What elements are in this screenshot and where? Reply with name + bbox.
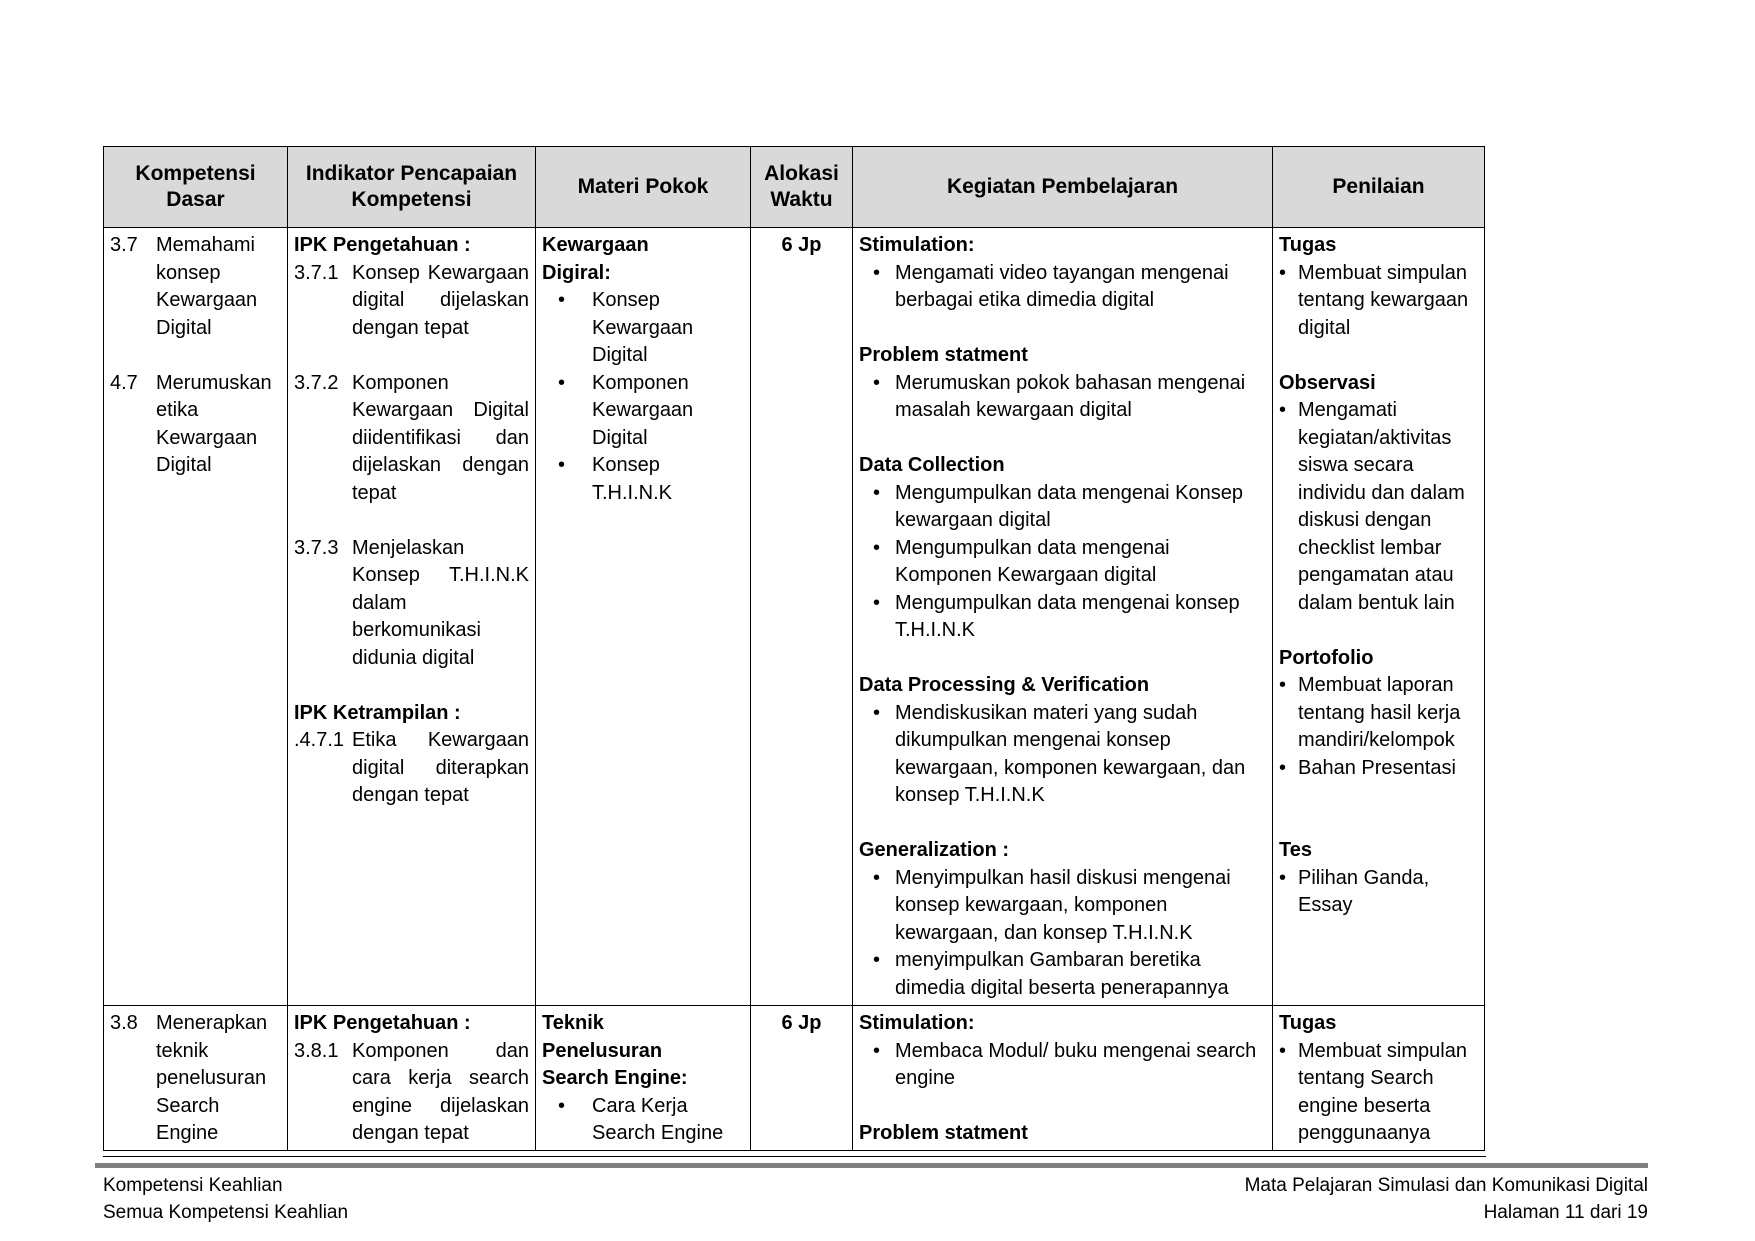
section-heading: IPK Pengetahuan : [294,234,471,256]
column-header-waktu: Alokasi Waktu [751,147,853,228]
item-text: Komponen Kewargaan Digital diidentifikasi dan dijelaskan dengan tepat [352,371,529,504]
bullet-marker: • [873,866,881,889]
bullet-item [1279,865,1478,920]
bullet-marker: • [873,261,881,284]
bullet-item [1279,260,1478,343]
bullet-marker: • [873,481,881,504]
bullet-text: Bahan Presentasi [1298,756,1456,779]
section-heading: Observasi [1279,371,1376,394]
syllabus-table-container [103,146,1486,1157]
bullet-text: Mengumpulkan data mengenai Komponen Kewargaan digital [895,536,1170,586]
table-header-row [104,147,1485,228]
bullet-text: Menyimpulkan hasil diskusi mengenai konsep kewargaan, komponen kewargaan, dan konsep T.H.I.N.K [895,866,1231,944]
section-heading: Tugas [1279,234,1337,256]
section-heading: IPK Pengetahuan : [294,1012,471,1034]
bullet-item [1279,755,1478,783]
section-heading: Data Processing & Verification [859,674,1150,696]
bullet-item [1279,1038,1478,1148]
bullet-text: Mengamati kegiatan/aktivitas siswa secara individu dan dalam diskusi dengan checklist lembar pengamatan atau dalam bentuk lain [1298,399,1465,614]
bullet-marker: • [1279,866,1287,889]
bullet-text: Mendiskusikan materi yang sudah dikumpulkan mengenai konsep kewargaan, komponen kewargaan, dan konsep T.H.I.N.K [895,701,1246,806]
bullet-marker: • [873,1039,881,1062]
section-heading: Generalization : [859,839,1010,861]
bullet-item [1279,672,1478,755]
footer-competency-value: Semua Kompetensi Keahlian [103,1202,349,1223]
blank-line [859,810,1266,838]
bullet-item [859,865,1266,948]
cell-ipk [288,1006,536,1151]
bullet-item [859,535,1266,590]
bullet-text: Komponen Kewargaan Digital [592,371,694,449]
blank-line [294,672,529,700]
bullet-text: Membaca Modul/ buku mengenai search engine [895,1039,1257,1089]
bullet-marker: • [558,1094,566,1117]
section-heading: Tugas [1279,1012,1337,1034]
item-text: Komponen dan cara kerja search engine dijelaskan dengan tepat [352,1039,529,1144]
cell-waktu [751,1006,853,1151]
section-heading: Data Collection [859,454,1005,476]
blank-line [1279,810,1478,838]
bullet-marker: • [873,536,881,559]
section-heading: Stimulation: [859,234,975,256]
bullet-item [859,260,1266,315]
cell-kd [104,228,288,1006]
bullet-item [859,370,1266,425]
bullet-item [542,1093,744,1148]
section-heading: Tes [1279,839,1312,861]
bullet-marker: • [558,289,566,311]
section-heading: Teknik Penelusuran Search Engine: [542,1012,688,1089]
blank-line [1279,342,1478,370]
bullet-marker: • [873,371,881,394]
section-heading: Problem statment [859,344,1028,366]
bullet-marker: • [873,949,881,971]
column-header-ipk: Indikator Pencapaian Kompetensi [288,147,536,228]
blank-line [110,342,281,370]
cell-waktu [751,228,853,1006]
bullet-marker: • [558,454,566,476]
item-number: 3.8 [110,1012,138,1034]
bullet-item [859,480,1266,535]
numbered-item [294,370,529,508]
bullet-text: Membuat laporan tentang hasil kerja mandiri/kelompok [1298,674,1461,751]
item-number: .4.7.1 [294,729,345,751]
bullet-item [859,590,1266,645]
syllabus-table [103,146,1485,1151]
bullet-marker: • [558,371,566,394]
item-number: 3.7.2 [294,371,339,394]
bullet-text: menyimpulkan Gambaran beretika dimedia digital beserta penerapannya [895,949,1229,999]
bullet-item [542,452,744,507]
bullet-marker: • [1279,674,1287,696]
numbered-item [110,1010,281,1148]
numbered-item [294,1038,529,1148]
time-allocation: 6 Jp [781,234,822,256]
cell-materi [536,228,751,1006]
item-number: 3.8.1 [294,1039,339,1062]
blank-line [294,507,529,535]
bullet-text: Konsep Kewargaan Digital [592,289,694,366]
numbered-item [294,535,529,673]
section-heading: Portofolio [1279,646,1374,669]
footer-left [103,1172,348,1226]
blank-line [294,342,529,370]
blank-line [859,645,1266,673]
column-header-penilaian: Penilaian [1273,147,1485,228]
bullet-text: Konsep T.H.I.N.K [592,454,673,504]
cell-penilaian [1273,1006,1485,1151]
cell-penilaian [1273,228,1485,1006]
table-row [104,228,1485,1006]
cell-kegiatan [853,228,1273,1006]
item-number: 3.7.3 [294,536,339,559]
item-text: Konsep Kewargaan digital dijelaskan dengan tepat [352,261,529,339]
bullet-item [859,700,1266,810]
numbered-item [110,232,281,342]
section-heading: IPK Ketrampilan : [294,701,461,724]
blank-line [859,315,1266,343]
footer-subject: Mata Pelajaran Simulasi dan Komunikasi Digital [1244,1175,1648,1196]
bullet-text: Merumuskan pokok bahasan mengenai masalah kewargaan digital [895,371,1246,421]
blank-line [1279,617,1478,645]
bullet-marker: • [1279,399,1287,421]
bullet-text: Membuat simpulan tentang kewargaan digital [1298,261,1469,339]
cell-materi [536,1006,751,1151]
cell-ipk [288,228,536,1006]
numbered-item [294,260,529,343]
column-header-kd: Kompetensi Dasar [104,147,288,228]
bullet-text: Cara Kerja Search Engine [592,1094,724,1144]
bullet-marker: • [873,591,881,614]
bullet-text: Mengamati video tayangan mengenai berbagai etika dimedia digital [895,261,1229,311]
bullet-item [1279,397,1478,617]
cell-kegiatan [853,1006,1273,1151]
bullet-item [542,370,744,453]
item-text: Menjelaskan Konsep T.H.I.N.K dalam berkomunikasi didunia digital [352,536,529,669]
item-number: 3.7 [110,234,138,256]
table-row [104,1006,1485,1151]
column-header-kegiatan: Kegiatan Pembelajaran [853,147,1273,228]
section-heading: Problem statment [859,1122,1028,1144]
blank-line [859,1093,1266,1121]
item-text: Menerapkan teknik penelusuran Search Engine [156,1012,268,1144]
item-text: Memahami konsep Kewargaan Digital [156,234,258,339]
blank-line [1279,782,1478,810]
column-header-materi: Materi Pokok [536,147,751,228]
numbered-item [110,370,281,480]
bullet-marker: • [1279,261,1287,284]
bullet-text: Membuat simpulan tentang Search engine beserta penggunaanya [1298,1039,1467,1144]
bullet-marker: • [1279,756,1287,779]
bullet-item [859,947,1266,1002]
item-text: Merumuskan etika Kewargaan Digital [156,371,272,476]
footer-divider [95,1163,1648,1168]
section-heading: Stimulation: [859,1012,975,1034]
numbered-item [294,727,529,810]
bullet-text: Pilihan Ganda, Essay [1298,866,1430,916]
item-text: Etika Kewargaan digital diterapkan dengan tepat [352,729,529,806]
footer-competency-heading: Kompetensi Keahlian [103,1175,283,1196]
bullet-marker: • [873,701,881,724]
bullet-text: Mengumpulkan data mengenai Konsep kewargaan digital [895,481,1244,531]
bullet-text: Mengumpulkan data mengenai konsep T.H.I.N.K [895,591,1240,641]
bullet-marker: • [1279,1039,1287,1062]
item-number: 3.7.1 [294,261,339,284]
bullet-item [542,287,744,370]
bullet-item [859,1038,1266,1093]
time-allocation: 6 Jp [781,1012,822,1034]
item-number: 4.7 [110,371,138,394]
section-heading: Kewargaan Digiral: [542,234,649,284]
cell-kd [104,1006,288,1151]
footer-page-number: Halaman 11 dari 19 [1483,1202,1648,1223]
footer-right [1245,1172,1648,1226]
blank-line [859,425,1266,453]
